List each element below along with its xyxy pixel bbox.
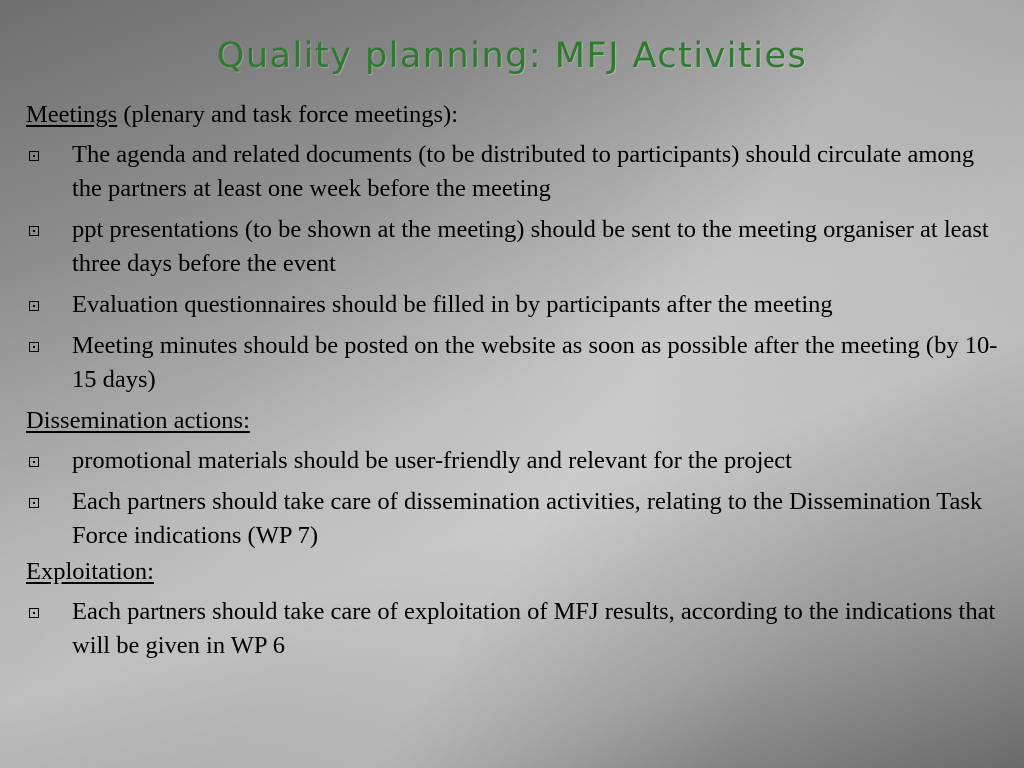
bullet-list <box>26 595 1006 663</box>
section-heading-label: Meetings <box>26 101 118 128</box>
bullet-text: The agenda and related documents (to be distributed to participants) should circulate among the partners at least one week before the meeting <box>72 141 975 202</box>
square-dot-bullet-icon <box>29 151 39 161</box>
section-exploitation <box>26 555 1006 663</box>
bullet-list <box>26 444 1006 553</box>
bullet-text: Meeting minutes should be posted on the website as soon as possible after the meeting (by 10-15 days) <box>72 332 998 393</box>
bullet-text: promotional materials should be user-friendly and relevant for the project <box>72 447 792 474</box>
square-dot-bullet-icon <box>29 608 39 618</box>
section-meetings <box>26 98 1006 397</box>
section-dissemination <box>26 404 1006 553</box>
square-dot-bullet-icon <box>29 226 39 236</box>
bullet-text: Evaluation questionnaires should be filled in by participants after the meeting <box>72 291 833 318</box>
bullet-item <box>26 444 1006 478</box>
section-heading <box>26 404 1006 438</box>
bullet-item <box>26 329 1006 397</box>
bullet-text: Each partners should take care of dissemination activities, relating to the Dissemination Task Force indications (WP 7) <box>72 488 983 549</box>
slide-title: Quality planning: MFJ Activities <box>216 36 808 76</box>
bullet-item <box>26 595 1006 663</box>
bullet-item <box>26 213 1006 281</box>
bullet-item <box>26 138 1006 206</box>
square-dot-bullet-icon <box>29 301 39 311</box>
section-heading-label: Dissemination actions: <box>26 407 250 434</box>
bullet-text: Each partners should take care of exploitation of MFJ results, according to the indications that will be given in WP 6 <box>72 598 996 659</box>
bullet-list <box>26 138 1006 397</box>
square-dot-bullet-icon <box>29 457 39 467</box>
square-dot-bullet-icon <box>29 498 39 508</box>
section-heading <box>26 98 1006 132</box>
square-dot-bullet-icon <box>29 342 39 352</box>
section-heading-label: Exploitation: <box>26 558 154 585</box>
section-heading-suffix: (plenary and task force meetings): <box>117 101 459 128</box>
slide-body <box>26 98 1006 670</box>
bullet-item <box>26 288 1006 322</box>
section-heading <box>26 555 1006 589</box>
bullet-text: ppt presentations (to be shown at the meeting) should be sent to the meeting organiser at least three days before the event <box>72 216 989 277</box>
bullet-item <box>26 485 1006 553</box>
